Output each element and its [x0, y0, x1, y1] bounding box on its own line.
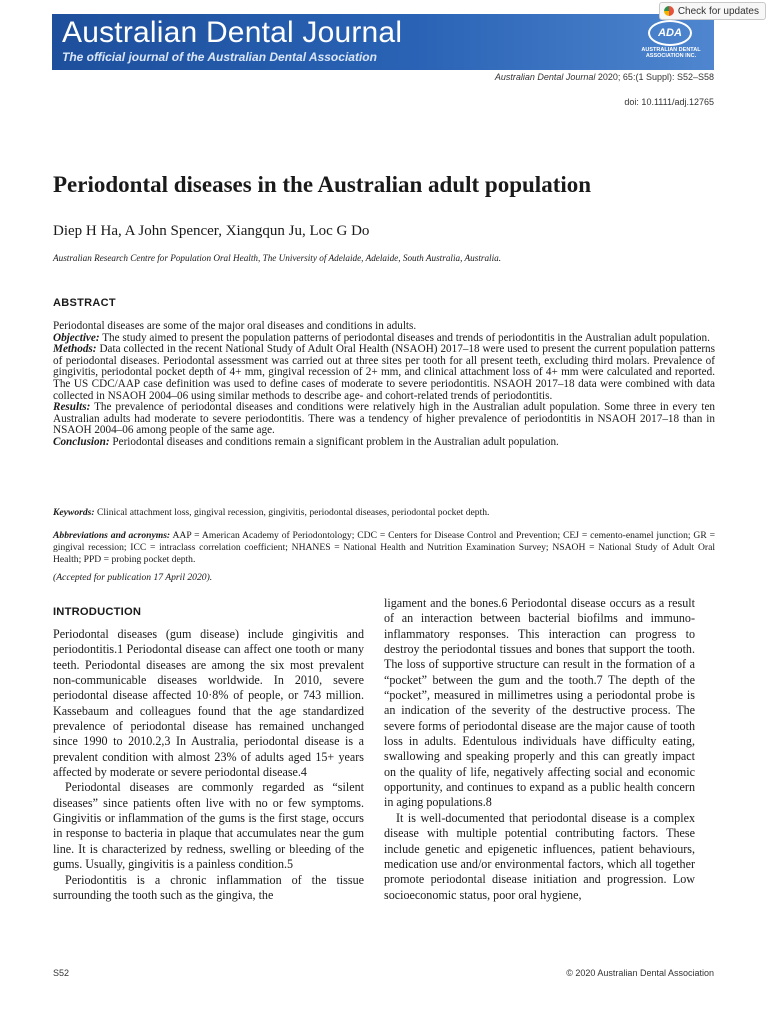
abstract [53, 321, 715, 449]
journal-subtitle: The official journal of the Australian Dental Association [62, 50, 377, 64]
citation-line [495, 72, 714, 82]
keywords-text: Clinical attachment loss, gingival recession, gingivitis, periodontal diseases, periodontal pocket depth. [94, 507, 490, 518]
affiliation: Australian Research Centre for Population Oral Health, The University of Adelaide, Adelaide, South Australia, Australia. [53, 253, 502, 263]
body-column-left [53, 596, 364, 903]
conclusion-text: Periodontal diseases and conditions remain a significant problem in the Australian adult population. [109, 435, 559, 448]
methods-text: Data collected in the recent National Study of Adult Oral Health (NSAOH) 2017–18 were used to present the current population patterns of periodontal diseases. Periodontal assessment was carried out at three sites per tooth for all present teeth, excluding third molars. Prevalence of gingivitis, periodontal pocket depth of 4+ mm, gingival recession of 2+ mm, and clinical attachment loss of 4+ mm were calculated and reported. The US CDC/AAP case definition was used to define cases of moderate to severe periodontitis. NSAOH 2017–18 data were combined with data collected in NSAOH 2004–06 using similar methods to describe age- and cohort-related trends of periodontitis. [53, 343, 715, 402]
citation-journal: Australian Dental Journal [494, 72, 596, 82]
abstract-heading: ABSTRACT [53, 297, 116, 309]
objective-text: The study aimed to present the population patterns of periodontal diseases and trends of periodontitis in the Australian adult population. [99, 331, 710, 344]
check-for-updates-label: Check for updates [677, 5, 759, 17]
body-column-right [384, 596, 695, 903]
intro-paragraph-4: It is well-documented that periodontal disease is a complex disease with multiple potential contributing factors. These include genetic and epigenetic influences, patient behaviours, medication use and/or environmental factors, which all together promote periodontal disease initiation and progression. Low socioeconomic status, poor oral hygiene, [384, 810, 695, 902]
keywords [53, 507, 715, 519]
methods-label: Methods: [53, 343, 97, 356]
keywords-label: Keywords: [53, 507, 95, 518]
intro-paragraph-1: Periodontal diseases (gum disease) include gingivitis and periodontitis.1 Periodontal disease can affect one tooth or many teeth. Periodontal diseases are among the six most prevalent non-communicable diseases worldwide. In 2010, severe periodontal disease affected 10·8% of people, or 743 million. Kassebaum and colleagues found that the age standardized prevalence of periodontal disease has remained unchanged since 1990 to 2010.2,3 In Australia, periodontal disease is a prevalent condition with almost 23% of adults aged 15+ years affected by moderate or severe periodontal disease.4 [53, 627, 364, 780]
accepted-date: (Accepted for publication 17 April 2020). [53, 572, 213, 583]
check-for-updates-button[interactable] [659, 2, 766, 20]
introduction-heading: INTRODUCTION [53, 606, 142, 618]
abstract-results [53, 402, 715, 437]
ada-logo-mark: ADA [648, 20, 692, 46]
abbreviations-text: AAP = American Academy of Periodontology; CDC = Centers for Disease Control and Prevention; CEJ = cemento-enamel junction; GR = gingival recession; ICC = intraclass correlation coefficient; NHANES = National Health and Nutrition Examination Survey; NSAOH = National Study of Adult Oral Health; PPD = probing pocket depth. [53, 530, 715, 565]
crossmark-icon [664, 6, 674, 16]
intro-paragraph-3: Periodontitis is a chronic inflammation of the tissue surrounding the tooth such as the gingiva, the [53, 872, 364, 902]
authors: Diep H Ha, A John Spencer, Xiangqun Ju, Loc G Do [53, 223, 370, 239]
journal-banner [52, 14, 714, 70]
abstract-intro: Periodontal diseases are some of the major oral diseases and conditions in adults. [53, 320, 417, 332]
abbreviations-label: Abbreviations and acronyms: [53, 530, 171, 541]
article-title: Periodontal diseases in the Australian adult population [53, 172, 592, 197]
intro-paragraph-2: Periodontal diseases are commonly regarded as “silent diseases” since patients often live with no or few symptoms. Gingivitis or inflammation of the gums is the first stage, occurs in response to bacteria in plaque that accumulates near the gum line. It is characterized by redness, swelling or bleeding of the gums. Usually, gingivitis is a painless condition.5 [53, 780, 364, 872]
abstract-methods [53, 344, 715, 402]
doi[interactable]: doi: 10.1111/adj.12765 [624, 97, 714, 107]
results-text: The prevalence of periodontal diseases and conditions were relatively high in the Australian adult population. Some three in every ten Australian adults had moderate to severe periodontitis. There was a tendency of higher prevalence of periodontitis in NSAOH 2017–18 than in NSAOH 2004–06 among people of the same age. [53, 401, 715, 437]
intro-paragraph-3-continued: ligament and the bones.6 Periodontal disease occurs as a result of an interaction between bacterial biofilms and immuno-inflammatory responses. This interaction can progress to destroy the periodontal tissues and bones that support the tooth. The loss of supportive structure can result in the formation of a “pocket” between the gum and the tooth.7 The depth of the “pocket”, measured in millimetres using a periodontal probe is an indication of the severity of the destructive process. The severe forms of periodontal disease are the major cause of tooth loss in adults. Edentulous individuals have difficulty eating, swallowing and speaking properly and this can greatly impact on the quality of life, negatively affecting social and economic opportunity, and continues to expand as a public health concern in aging populations.8 [384, 596, 695, 810]
citation-details: 2020; 65:(1 Suppl): S52–S58 [595, 72, 714, 82]
copyright: © 2020 Australian Dental Association [566, 968, 714, 978]
ada-logo [638, 20, 704, 64]
objective-label: Objective: [53, 331, 100, 344]
abstract-conclusion [53, 437, 715, 449]
abbreviations [53, 530, 715, 565]
conclusion-label: Conclusion: [53, 435, 110, 448]
page-number: S52 [53, 968, 70, 978]
ada-logo-text: AUSTRALIAN DENTAL ASSOCIATION INC. [641, 47, 701, 59]
journal-title: Australian Dental Journal [62, 16, 403, 49]
results-label: Results: [53, 401, 91, 414]
